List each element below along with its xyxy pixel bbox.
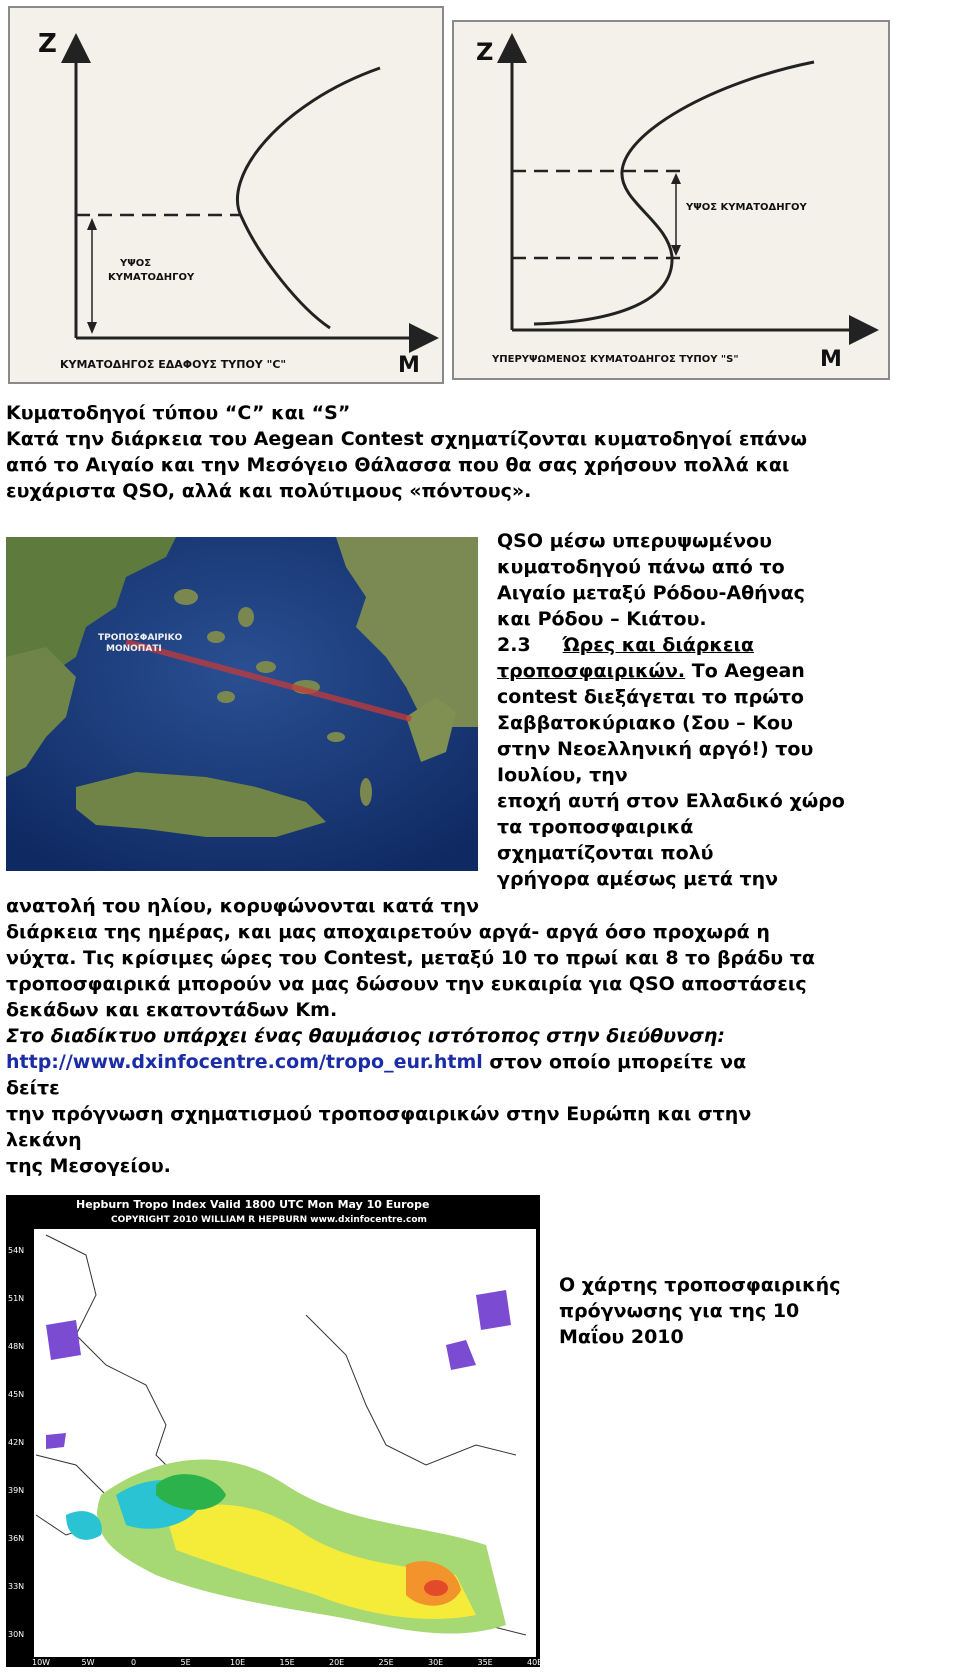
side-more-line-6: τα τροποσφαιρικά: [497, 816, 694, 838]
tropo-forecast-map: [6, 1195, 543, 1667]
side-more-line-7: σχηματίζονται πολύ: [497, 842, 714, 864]
section-title-1: Ώρες και διάρκεια: [562, 634, 754, 656]
side-more-line-4: Ιουλίου, την: [497, 764, 628, 786]
side-more-line-3: στην Νεοελληνική αργό!) του: [497, 738, 814, 760]
side-more-line-2: Σαββατοκύριακο (Σου – Κου: [497, 712, 793, 734]
duct-height-label-2: ΚΥΜΑΤΟΔΗΓΟΥ: [108, 272, 195, 283]
tail-line-2: την πρόγνωση σχηματισμού τροποσφαιρικών στην Ευρώπη και στην: [6, 1103, 752, 1125]
latitude-label: 39N: [8, 1486, 25, 1495]
tropo-zone-purple: [46, 1433, 66, 1449]
section-title: Κυματοδηγοί τύπου “C” και “S”: [6, 402, 351, 424]
latitude-label: 51N: [8, 1294, 25, 1303]
s-type-diagram-svg: [454, 22, 888, 378]
forecast-url-link[interactable]: http://www.dxinfocentre.com/tropo_eur.html: [6, 1051, 483, 1073]
side-line-3: Αιγαίο μεταξύ Ρόδου-Αθήνας: [497, 582, 805, 604]
island: [217, 691, 235, 703]
latitude-label: 30N: [8, 1630, 25, 1639]
website-intro: Στο διαδίκτυο υπάρχει ένας θαυμάσιος ιστότοπος στην διεύθυνση:: [6, 1025, 725, 1047]
latitude-label: 42N: [8, 1438, 25, 1447]
side-more-line-5: εποχή αυτή στον Ελλαδικό χώρο: [497, 790, 845, 812]
body-line-5: δεκάδων και εκατοντάδων Km.: [6, 999, 338, 1021]
island: [174, 589, 198, 605]
section-title-2: τροποσφαιρικών.: [497, 660, 686, 682]
body-line-3: νύχτα. Τις κρίσιμες ώρες του Contest, μεταξύ 10 το πρωί και 8 το βράδυ τα: [6, 947, 815, 969]
duct-height-label: ΥΨΟΣ ΚΥΜΑΤΟΔΗΓΟΥ: [686, 202, 807, 213]
section-rest: Το Aegean: [691, 660, 805, 682]
island: [360, 778, 372, 806]
s-profile-curve: [534, 62, 814, 324]
latitude-label: 36N: [8, 1534, 25, 1543]
longitude-label: 25E: [378, 1658, 394, 1667]
c-type-caption: ΚΥΜΑΤΟΔΗΓΟΣ ΕΔΑΦΟΥΣ ΤΥΠΟΥ "C": [60, 358, 287, 371]
forecast-map-svg: [6, 1195, 543, 1667]
side-line-2: κυματοδηγού πάνω από το: [497, 556, 785, 578]
latitude-label: 33N: [8, 1582, 25, 1591]
m-axis-label: M: [398, 353, 420, 378]
aegean-map-svg: [6, 537, 478, 871]
url-line: [6, 1049, 746, 1075]
c-profile-curve: [237, 68, 380, 328]
tail-line-1: δείτε: [6, 1077, 60, 1099]
intro-line-3: ευχάριστα QSO, αλλά και πολύτιμους «πόντους».: [6, 480, 532, 502]
intro-line-1: Κατά την διάρκεια του Aegean Contest σχηματίζονται κυματοδηγοί επάνω: [6, 428, 808, 450]
tail-line-4: της Μεσογείου.: [6, 1155, 171, 1177]
island: [238, 607, 254, 627]
longitude-label: 30E: [428, 1658, 444, 1667]
tropo-zone-purple: [46, 1320, 81, 1360]
intro-line-2: από το Αιγαίο και την Μεσόγειο Θάλασσα που θα σας χρήσουν πολλά και: [6, 454, 790, 476]
body-line-4: τροποσφαιρικά μπορούν να μας δώσουν την ευκαιρία για QSO αποστάσεις: [6, 973, 807, 995]
longitude-label: 0: [131, 1658, 137, 1667]
island: [327, 732, 345, 742]
longitude-label: 10W: [32, 1658, 51, 1667]
longitude-label: 5W: [81, 1658, 95, 1667]
tropo-zone-purple: [476, 1290, 511, 1330]
longitude-label: 15E: [279, 1658, 295, 1667]
side-more-line-8: γρήγορα αμέσως μετά την: [497, 868, 779, 890]
m-axis-label: M: [820, 347, 842, 372]
longitude-label: 35E: [477, 1658, 493, 1667]
map-label-2: ΜΟΝΟΠΑΤΙ: [106, 644, 162, 654]
tail-line-3: λεκάνη: [6, 1129, 82, 1151]
longitude-label: 5E: [180, 1658, 191, 1667]
url-suffix: στον οποίο μπορείτε να: [482, 1051, 747, 1073]
forecast-caption-3: Μαΐου 2010: [559, 1326, 684, 1348]
latitude-label: 54N: [8, 1246, 25, 1255]
longitude-label: 40E: [527, 1658, 543, 1667]
section-number: 2.3: [497, 634, 531, 656]
side-line-1: QSO μέσω υπερυψωμένου: [497, 530, 772, 552]
forecast-copyright: COPYRIGHT 2010 WILLIAM R HEPBURN www.dxinfocentre.com: [111, 1215, 427, 1225]
body-line-1: ανατολή του ηλίου, κορυφώνονται κατά την: [6, 895, 480, 917]
body-line-2: διάρκεια της ημέρας, και μας αποχαιρετούν αργά- αργά όσο προχωρά η: [6, 921, 770, 943]
c-type-duct-diagram: [8, 6, 444, 384]
longitude-label: 20E: [329, 1658, 345, 1667]
side-more-line-1: contest διεξάγεται το πρώτο: [497, 686, 804, 708]
island: [207, 631, 225, 643]
c-type-diagram-svg: [10, 8, 442, 382]
aegean-map-image: [6, 537, 478, 871]
s-type-caption: ΥΠΕΡΥΨΩΜΕΝΟΣ ΚΥΜΑΤΟΔΗΓΟΣ ΤΥΠΟΥ "S": [492, 354, 739, 365]
duct-height-label-1: ΥΨΟΣ: [120, 258, 152, 269]
side-line-4: και Ρόδου – Κιάτου.: [497, 608, 707, 630]
island: [256, 661, 276, 673]
tropo-zone-red: [424, 1580, 448, 1596]
latitude-label: 48N: [8, 1342, 25, 1351]
forecast-caption-1: Ο χάρτης τροποσφαιρικής: [559, 1274, 841, 1296]
forecast-caption-2: πρόγνωσης για της 10: [559, 1300, 800, 1322]
longitude-label: 10E: [230, 1658, 246, 1667]
s-type-duct-diagram: [452, 20, 890, 380]
latitude-label: 45N: [8, 1390, 25, 1399]
section-heading-line-1: [497, 632, 754, 658]
map-label-1: ΤΡΟΠΟΣΦΑΙΡΙΚΟ: [98, 633, 183, 643]
forecast-title: Hepburn Tropo Index Valid 1800 UTC Mon May 10 Europe: [76, 1198, 430, 1211]
z-axis-label: Z: [38, 29, 57, 59]
section-heading-line-2: [497, 658, 805, 684]
z-axis-label: Z: [476, 38, 494, 66]
